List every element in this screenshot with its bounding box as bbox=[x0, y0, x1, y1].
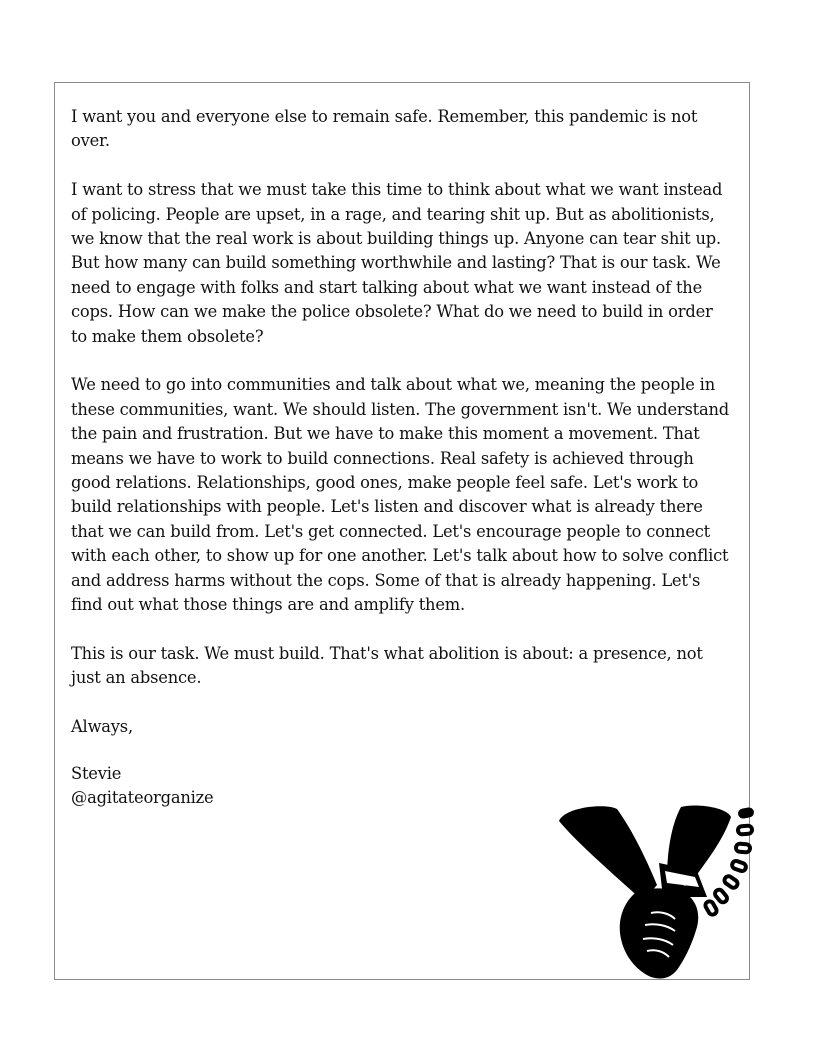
letter-paragraph-2: I want to stress that we must take this time to think about what we want instead of policing. People are upset, in a rage, and tearing shit up. But as abolitionists, we know that the real work is about building things up. Anyone can tear shit up. But how many can build something worthwhile and lasting? That is our task. We need to engage with folks and start talking about what we want instead of the cops. How can we make the police obsolete? What do we need to build in order to make them obsolete? bbox=[71, 180, 723, 346]
signature-name: Stevie bbox=[71, 763, 122, 783]
clasped-hands-broken-chain-icon bbox=[555, 801, 759, 983]
letter-paragraph-4: This is our task. We must build. That's what abolition is about: a presence, not just an absence. bbox=[71, 643, 703, 688]
letter-body bbox=[71, 105, 731, 810]
letter-page bbox=[54, 82, 750, 980]
letter-paragraph-1: I want you and everyone else to remain safe. Remember, this pandemic is not over. bbox=[71, 107, 698, 151]
letter-paragraph-3: We need to go into communities and talk about what we, meaning the people in these communities, want. We should listen. The government isn't. We understand the pain and frustration. But we have to make this moment a movement. That means we have to work to build connections. Real safety is achieved through good relations. Relationships, good ones, make people feel safe. Let's work to build relationships with people. Let's listen and discover what is already there that we can build from. Let's get connected. Let's encourage people to connect with each other, to show up for one another. Let's talk about how to solve conflict and address harms without the cops. Some of that is already happening. Let's find out what those things are and amplify them. bbox=[71, 375, 729, 615]
closing-text: Always, bbox=[71, 717, 133, 737]
letter-closing bbox=[71, 715, 731, 739]
signature-handle: @agitateorganize bbox=[71, 787, 214, 807]
